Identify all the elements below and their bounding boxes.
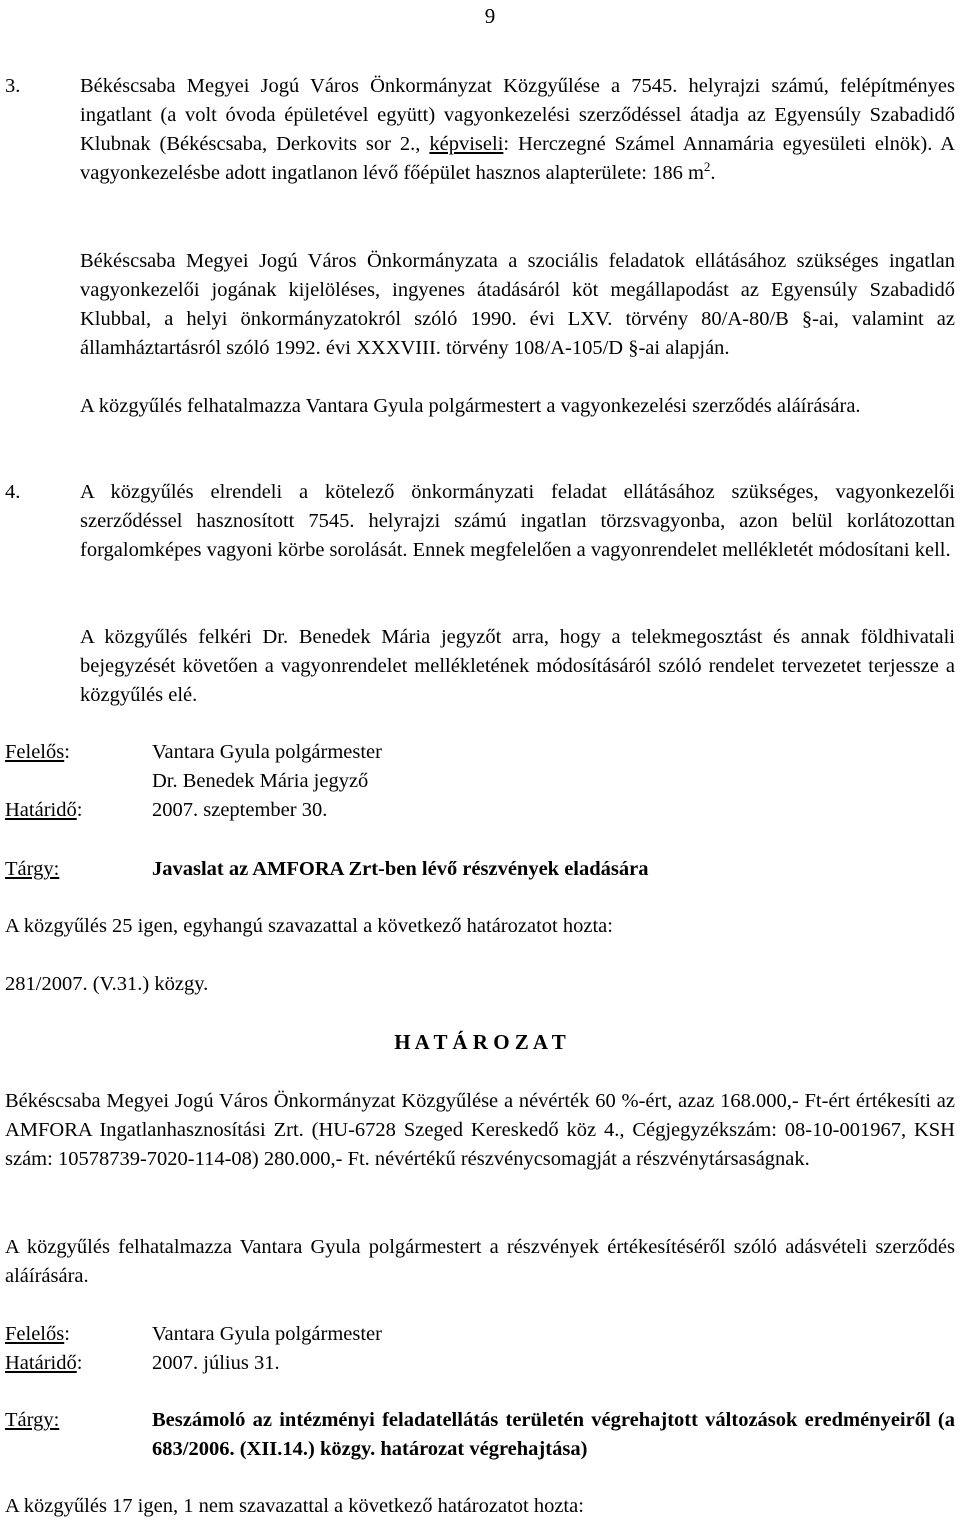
felelos-label: Felelős	[5, 741, 65, 763]
felelos-notary: Dr. Benedek Mária jegyző	[152, 770, 369, 792]
responsible-block-1	[5, 738, 905, 825]
felelos-colon: :	[64, 741, 70, 763]
subject-label: Tárgy:	[5, 858, 60, 880]
item-3-area-end: .	[710, 162, 716, 184]
responsible-block-2	[5, 1320, 905, 1378]
felelos-label: Felelős	[5, 1323, 65, 1345]
subject-block-1	[5, 855, 905, 884]
hatarido-date: 2007. július 31.	[152, 1352, 280, 1374]
felelos-mayor: Vantara Gyula polgármester	[152, 1323, 382, 1345]
item-3-area-text: A vagyonkezelésbe adott ingatlanon lévő főépület hasznos alapterülete: 186 m	[80, 133, 956, 184]
hatarido-colon: :	[76, 1352, 83, 1374]
page-number: 9	[484, 4, 496, 28]
decision-heading: H A T Á R O Z A T	[394, 1030, 566, 1054]
representative-label: képviseli	[429, 133, 504, 155]
hatarido-colon: :	[76, 799, 83, 821]
felelos-colon: :	[64, 1323, 70, 1345]
hatarido-date: 2007. szeptember 30.	[152, 799, 328, 821]
item-4-number: 4.	[5, 481, 21, 503]
item-3-text	[80, 72, 955, 188]
item-3-agreement-paragraph: Békéscsaba Megyei Jogú Város Önkormányzata a szociális feladatok ellátásához szükséges ingatlan vagyonkezelői jogának kijelöléses, ingyenes átadásáról köt megállapodást az Egyensúly Szabadidő Klubbal, a helyi önkormányzatokról szóló 1990. évi LXV. törvény 80/A-80/B §-ai, valamint az államháztartásról szóló 1992. évi XXXVIII. törvény 108/A-105/D §-ai alapján.	[80, 250, 955, 359]
area-superscript: 2	[703, 159, 711, 175]
item-4-order-paragraph: A közgyűlés elrendeli a kötelező önkormányzati feladat ellátásához szükséges, vagyonkezelői szerződéssel hasznosított 7545. helyrajzi számú ingatlan törzsvagyonba, azon belül korlátozottan forgalomképes vagyoni körbe sorolását. Ennek megfelelően a vagyonrendelet mellékletét módosítani kell.	[80, 481, 955, 561]
decision-number: 281/2007. (V.31.) közgy.	[5, 973, 209, 995]
decision-paragraph-2: A közgyűlés felhatalmazza Vantara Gyula polgármestert a részvények értékesítéséről szóló adásvételi szerződés aláírására.	[5, 1236, 955, 1287]
subject-title: Javaslat az AMFORA Zrt-ben lévő részvények eladására	[152, 858, 649, 880]
hatarido-label: Határidő	[5, 1352, 77, 1374]
item-3-text-start: Békéscsaba Megyei Jogú Város Önkormányzat Közgyűlése a 7545. helyrajzi számú, felépítményes ingatlant (a volt óvoda épületével együtt) vagyonkezelési szerződéssel átadja az Egyensúly Szabadidő Klubnak (Békéscsaba, Derkovits sor 2.,	[80, 75, 955, 155]
subject-title: Beszámoló az intézményi feladatellátás területén végrehajtott változások eredményeiről (a 683/2006. (XII.14.) közgy. határozat végrehajtása)	[152, 1409, 955, 1460]
felelos-mayor: Vantara Gyula polgármester	[152, 741, 382, 763]
item-3-number: 3.	[5, 75, 21, 97]
subject-label: Tárgy:	[5, 1409, 60, 1431]
decision-paragraph-1: Békéscsaba Megyei Jogú Város Önkormányzat Közgyűlése a névérték 60 %-ért, azaz 168.000,- Ft-ért értékesíti az AMFORA Ingatlanhasznosítási Zrt. (HU-6728 Szeged Kereskedő köz 4., Cégjegyzékszám: 08-10-001967, KSH szám: 10578739-7020-114-08) 280.000,- Ft. névértékű részvénycsomagját a részvénytársaságnak.	[5, 1090, 955, 1170]
vote-statement-1: A közgyűlés 25 igen, egyhangú szavazattal a következő határozatot hozta:	[5, 915, 613, 937]
hatarido-label: Határidő	[5, 799, 77, 821]
item-3-representative: : Herczegné Számel Annamária egyesületi elnök).	[503, 133, 933, 155]
vote-statement-2: A közgyűlés 17 igen, 1 nem szavazattal a következő határozatot hozta:	[5, 1495, 584, 1517]
item-3-authorization-paragraph: A közgyűlés felhatalmazza Vantara Gyula polgármestert a vagyonkezelési szerződés aláírására.	[80, 395, 861, 417]
item-4-request-paragraph: A közgyűlés felkéri Dr. Benedek Mária jegyzőt arra, hogy a telekmegosztást és annak földhivatali bejegyzését követően a vagyonrendelet mellékletének módosításáról szóló rendelet tervezetet terjessze a közgyűlés elé.	[80, 626, 955, 706]
subject-block-2	[5, 1406, 955, 1464]
